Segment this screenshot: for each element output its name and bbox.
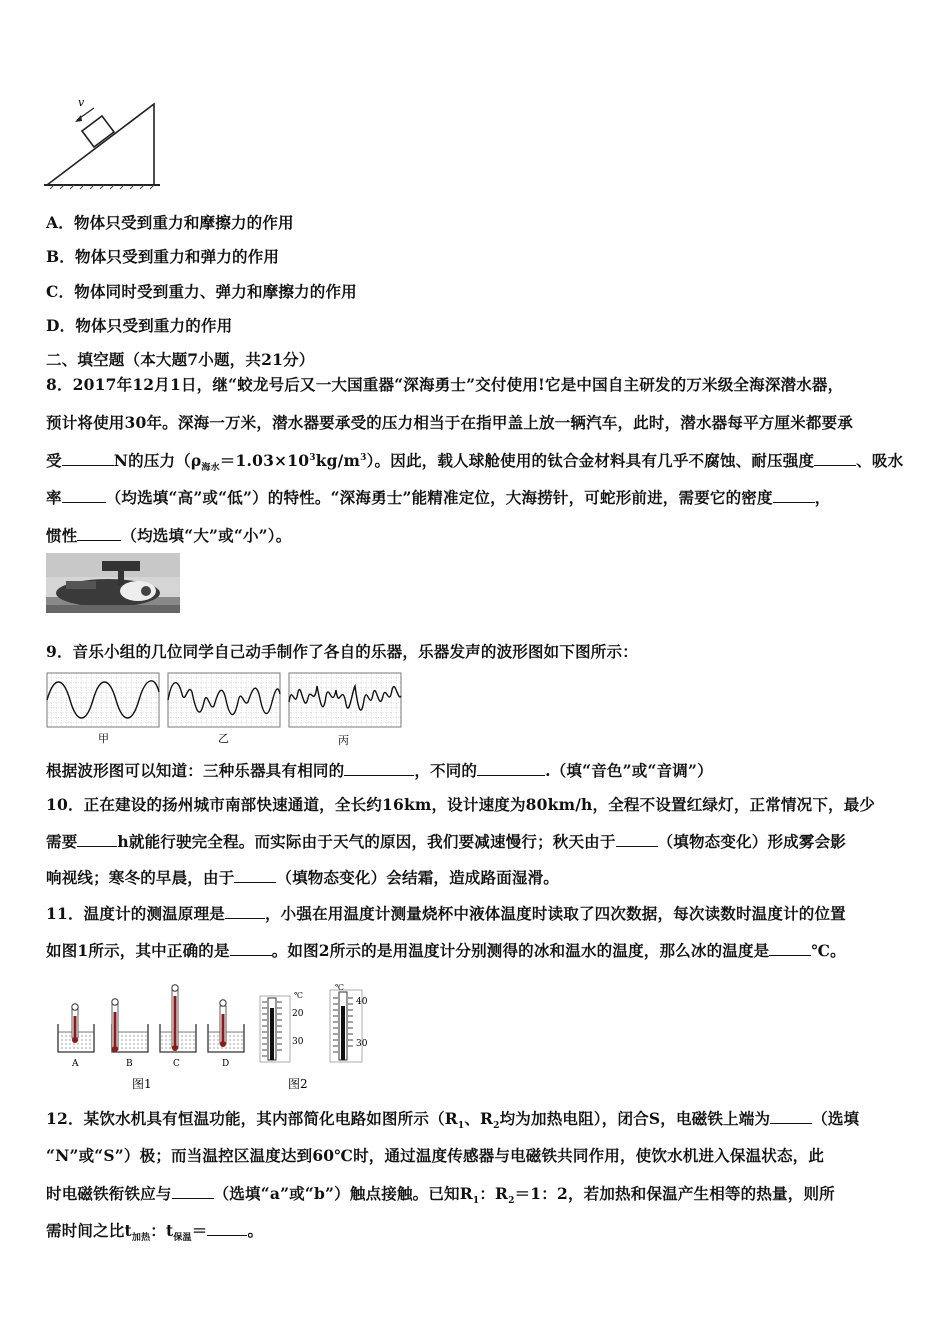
answer-blank[interactable] bbox=[234, 868, 276, 883]
q10-line-2: 需要 h就能行驶完全程。而实际由于天气的原因，我们要减速慢行；秋天由于 （填物态变化）形成雾会影 bbox=[46, 832, 846, 851]
q10-line-1: 10．正在建设的扬州城市南部快速通道，全长约16km，设计速度为80km/h，全程不设置红绿灯，正常情况下，最少 bbox=[46, 795, 876, 814]
answer-blank[interactable] bbox=[207, 1221, 247, 1236]
answer-blank[interactable] bbox=[62, 488, 106, 503]
q11-line-2: 如图1所示，其中正确的是 。如图2所示的是用温度计分别测得的冰和温水的温度，那么冰的温度是 ℃。 bbox=[46, 941, 846, 960]
thermo2-tick-40: 40 bbox=[356, 997, 368, 1007]
answer-blank[interactable] bbox=[62, 451, 114, 466]
wave-label-bing: 丙 bbox=[338, 734, 349, 747]
beaker-label-d: D bbox=[222, 1059, 230, 1069]
option-c: C．物体同时受到重力、弹力和摩擦力的作用 bbox=[46, 282, 357, 301]
block-shape bbox=[82, 116, 114, 147]
answer-blank[interactable] bbox=[814, 451, 856, 466]
q8-line-1: 8．2017年12月1日，继“蛟龙号后又一大国重器“深海勇士”交付使用!它是中国自主研发的万米级全海深潜水器， bbox=[46, 375, 844, 394]
thermo2-tick-30: 30 bbox=[356, 1039, 368, 1049]
q8-line-5: 惯性 （均选填“大”或“小”）。 bbox=[46, 526, 292, 545]
q12-line-3: 时电磁铁衔铁应与 （选填“a”或“b”）触点接触。已知$R_1$：$R_2=1$：2，若加热和保温产生相等的热量，则所 bbox=[46, 1184, 835, 1207]
q8-line-2: 预计将使用30年。深海一万米，潜水器要承受的压力相当于在指甲盖上放一辆汽车，此时，潜水器每平方厘米都要承 bbox=[46, 413, 853, 432]
q8-line-3: 受 N的压力$(\rho_{海水}=1.03\times 10^3kg/m^3)$。因此，载人球舱使用的钛合金材料具有几乎不腐蚀、耐压强度 、吸水 bbox=[46, 451, 904, 474]
q12-line-2: “N”或“S”）极；而当温控区温度达到60℃时，通过温度传感器与电磁铁共同作用，使饮水机进入保温状态，此 bbox=[46, 1146, 825, 1165]
q9-line-1: 9．音乐小组的几位同学自己动手制作了各自的乐器，乐器发声的波形图如下图所示： bbox=[46, 642, 638, 661]
fig1-caption: 图1 bbox=[132, 1077, 152, 1091]
beaker-b bbox=[112, 999, 148, 1052]
option-d: D．物体只受到重力的作用 bbox=[46, 316, 233, 335]
beaker-d bbox=[208, 1000, 244, 1052]
answer-blank[interactable] bbox=[225, 904, 265, 919]
wave-label-jia: 甲 bbox=[98, 732, 109, 745]
waveform-figure bbox=[46, 672, 406, 748]
beaker-label-a: A bbox=[72, 1059, 79, 1069]
section-title: 二、填空题（本大题7小题，共21分） bbox=[46, 350, 315, 369]
submersible-photo bbox=[46, 553, 180, 613]
beaker-c bbox=[160, 985, 196, 1052]
q12-line-4: 需时间之比$t_{加热}$：$t_{保温}=$ 。 bbox=[46, 1221, 264, 1244]
answer-blank[interactable] bbox=[769, 941, 811, 956]
thermo1-tick-30: 30 bbox=[292, 1037, 304, 1047]
answer-blank[interactable] bbox=[616, 832, 658, 847]
answer-blank[interactable] bbox=[172, 1184, 214, 1199]
thermo2-unit: ℃ bbox=[335, 983, 344, 992]
beaker-label-c: C bbox=[173, 1059, 180, 1069]
answer-blank[interactable] bbox=[344, 761, 414, 776]
q12-line-1: 12．某饮水机具有恒温功能，其内部简化电路如图所示（$R_1$、$R_2$均为加热电阻），闭合S，电磁铁上端为 （选填 bbox=[46, 1109, 860, 1132]
incline-figure bbox=[44, 94, 162, 190]
q11-line-1: 11．温度计的测温原理是 ，小强在用温度计测量烧杯中液体温度时读取了四次数据，每次读数时温度计的位置 bbox=[46, 904, 846, 923]
thermo1-tick-20: 20 bbox=[292, 1009, 304, 1019]
q9-line-2: 根据波形图可以知道：三种乐器具有相同的 ，不同的 .（填“音色”或“音调”） bbox=[46, 761, 713, 780]
velocity-label: v bbox=[78, 96, 85, 109]
thermometer-figure bbox=[52, 982, 382, 1094]
answer-blank[interactable] bbox=[773, 488, 815, 503]
beaker-a bbox=[58, 1004, 94, 1052]
thermometer-ice bbox=[260, 991, 304, 1062]
thermometer-warm-water bbox=[330, 983, 368, 1062]
answer-blank[interactable] bbox=[230, 941, 272, 956]
answer-blank[interactable] bbox=[77, 526, 121, 541]
beaker-label-b: B bbox=[126, 1059, 133, 1069]
q8-line-4: 率 （均选填“高”或“低”）的特性。“深海勇士”能精准定位，大海捞针，可蛇形前进，需要它的密度 ， bbox=[46, 488, 831, 507]
fig2-caption: 图2 bbox=[288, 1077, 308, 1091]
wave-label-yi: 乙 bbox=[218, 732, 229, 745]
option-b: B．物体只受到重力和弹力的作用 bbox=[46, 247, 280, 266]
answer-blank[interactable] bbox=[77, 832, 117, 847]
answer-blank[interactable] bbox=[477, 761, 545, 776]
thermo1-unit: ℃ bbox=[294, 991, 303, 1000]
option-a: A．物体只受到重力和摩擦力的作用 bbox=[46, 213, 294, 232]
q10-line-3: 响视线；寒冬的早晨，由于 （填物态变化）会结霜，造成路面湿滑。 bbox=[46, 868, 560, 887]
answer-blank[interactable] bbox=[770, 1109, 812, 1124]
